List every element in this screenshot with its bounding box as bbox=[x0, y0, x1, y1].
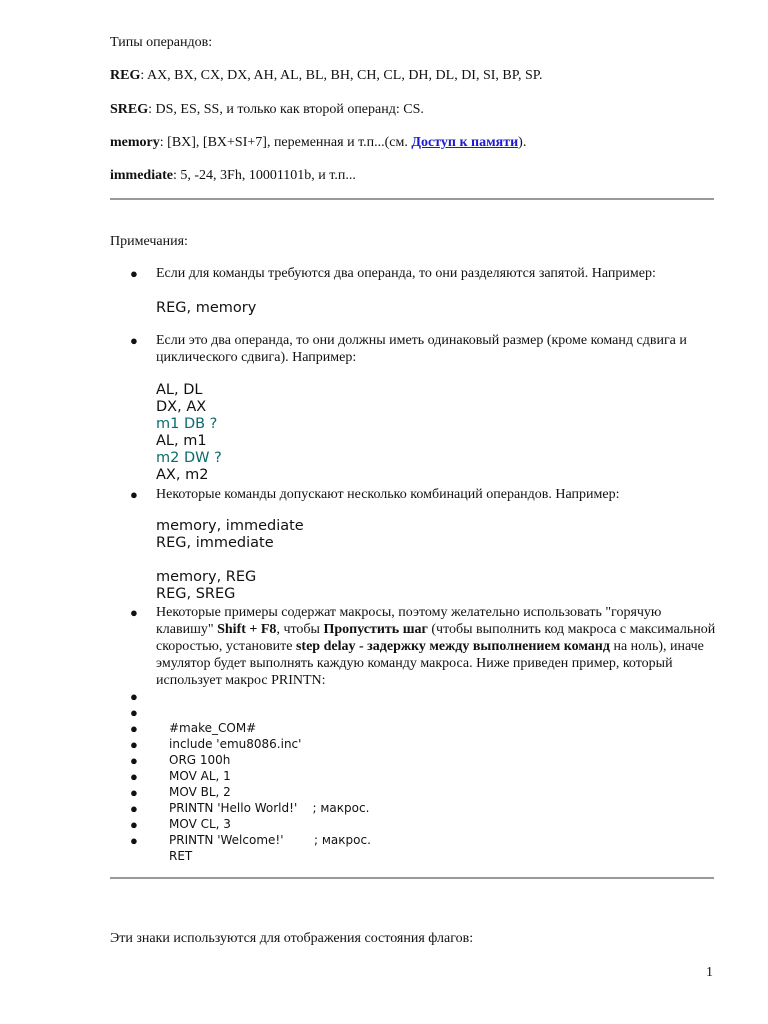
bullet-icon: ● bbox=[130, 753, 138, 768]
macro-code-line: #make_COM# bbox=[169, 721, 257, 735]
note-4-text: , чтобы bbox=[276, 622, 324, 637]
bullet-icon: ● bbox=[130, 833, 138, 848]
macro-code-line: RET bbox=[169, 849, 193, 863]
operand-memory bbox=[110, 134, 526, 151]
macro-code-line: PRINTN 'Hello World!' ; макрос. bbox=[169, 801, 370, 815]
macro-code-line: include 'emu8086.inc' bbox=[169, 737, 302, 751]
note-2: Если это два операнда, то они должны иметь одинаковый размер (кроме команд сдвига и циклического сдвига). Например: bbox=[156, 333, 687, 365]
bullet-icon: ● bbox=[130, 737, 138, 752]
step-delay-term: step delay - задержку между выполнением команд bbox=[295, 639, 610, 654]
operand-desc-end: ). bbox=[518, 135, 527, 150]
note-3: Некоторые команды допускают несколько комбинаций операндов. Например: bbox=[156, 487, 620, 502]
note-4 bbox=[156, 604, 716, 689]
code-line: AL, m1 bbox=[156, 433, 207, 449]
operand-label: memory bbox=[110, 135, 160, 150]
memory-access-link[interactable]: Доступ к памяти bbox=[411, 135, 519, 150]
bullet-icon: ● bbox=[130, 721, 138, 736]
code-line: AX, m2 bbox=[156, 467, 209, 483]
operand-desc: : 5, -24, 3Fh, 10001101b, и т.п... bbox=[172, 168, 356, 183]
note-4-text: Некоторые примеры содержат макросы, поэтому желательно использовать "горячую клавишу" bbox=[156, 605, 662, 637]
macro-code-line: MOV AL, 1 bbox=[169, 769, 231, 783]
divider-top bbox=[110, 198, 714, 200]
code-line: DX, AX bbox=[156, 399, 207, 415]
divider-bottom bbox=[110, 877, 714, 879]
macro-code-line: MOV CL, 3 bbox=[169, 817, 231, 831]
operand-label: SREG bbox=[110, 102, 149, 117]
code-line: memory, REG bbox=[156, 569, 257, 585]
note-4-text: (чтобы выполнить код макроса с максимальной скоростью, установите bbox=[156, 622, 716, 654]
bullet-icon: ● bbox=[130, 769, 138, 784]
operand-sreg bbox=[110, 101, 424, 118]
intro-text: Типы операндов: bbox=[110, 35, 213, 50]
bullet-icon: ● bbox=[130, 487, 138, 502]
operand-reg bbox=[110, 67, 543, 84]
note-1-code: REG, memory bbox=[156, 300, 257, 316]
note-4-text: на ноль), иначе эмулятор будет выполнять каждую команду макроса. Ниже приведен пример, который использует макрос PRINTN: bbox=[156, 639, 704, 688]
operand-desc: : DS, ES, SS, и только как второй операнд: CS. bbox=[148, 102, 424, 117]
code-line: m2 DW ? bbox=[156, 450, 222, 466]
operand-desc: : [BX], [BX+SI+7], переменная и т.п...(см. bbox=[159, 135, 412, 150]
operand-immediate bbox=[110, 167, 356, 184]
macro-code-line: ORG 100h bbox=[169, 753, 231, 767]
shortcut-key: Shift + F8 bbox=[217, 622, 277, 637]
code-line: AL, DL bbox=[156, 382, 203, 398]
operand-desc: : AX, BX, CX, DX, AH, AL, BL, BH, CH, CL, DH, DL, DI, SI, BP, SP. bbox=[140, 68, 543, 83]
operand-label: immediate bbox=[110, 168, 173, 183]
macro-code-line: PRINTN 'Welcome!' ; макрос. bbox=[169, 833, 371, 847]
bullet-icon: ● bbox=[130, 817, 138, 832]
bullet-icon: ● bbox=[130, 689, 138, 704]
skip-step-term: Пропустить шаг bbox=[323, 622, 428, 637]
bullet-icon: ● bbox=[130, 266, 138, 281]
code-line: REG, immediate bbox=[156, 535, 274, 551]
bullet-icon: ● bbox=[130, 801, 138, 816]
bullet-icon: ● bbox=[130, 785, 138, 800]
note-1: Если для команды требуются два операнда, то они разделяются запятой. Например: bbox=[156, 266, 656, 281]
code-line: m1 DB ? bbox=[156, 416, 218, 432]
notes-title: Примечания: bbox=[110, 234, 188, 249]
code-line: REG, SREG bbox=[156, 586, 236, 602]
macro-code-line: MOV BL, 2 bbox=[169, 785, 231, 799]
bullet-icon: ● bbox=[130, 705, 138, 720]
code-line: memory, immediate bbox=[156, 518, 304, 534]
page-number: 1 bbox=[706, 965, 713, 980]
operand-label: REG bbox=[110, 68, 141, 83]
bullet-icon: ● bbox=[130, 333, 138, 348]
bullet-icon: ● bbox=[130, 605, 138, 620]
flags-text: Эти знаки используются для отображения состояния флагов: bbox=[110, 931, 474, 946]
